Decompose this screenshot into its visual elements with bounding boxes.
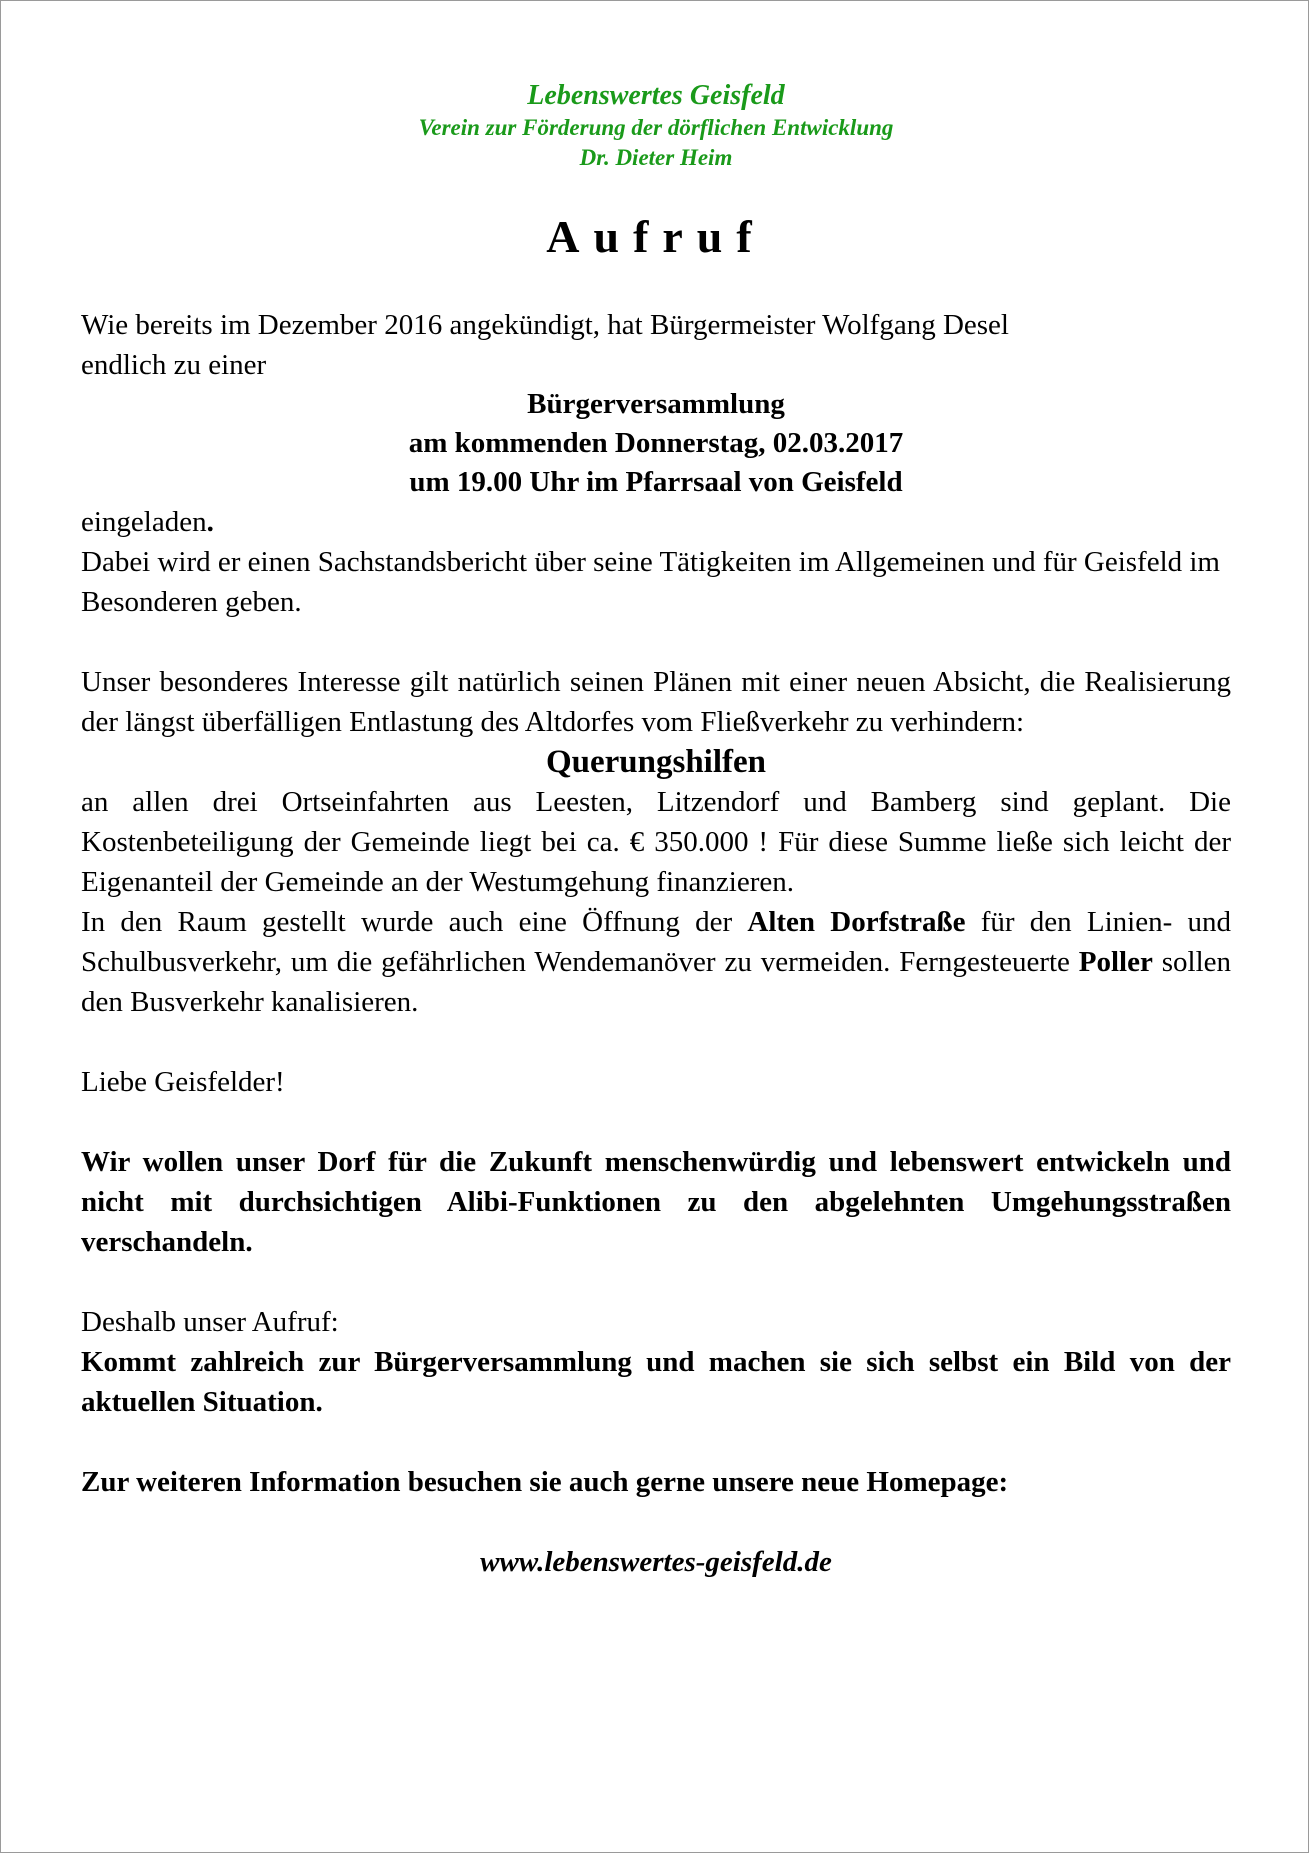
event-time-place: um 19.00 Uhr im Pfarrsaal von Geisfeld bbox=[409, 466, 903, 498]
street-name: Alten Dorfstraße bbox=[747, 906, 966, 938]
greeting: Liebe Geisfelder! bbox=[81, 1066, 285, 1098]
interest-paragraph: Unser besonderes Interesse gilt natürlich seinen Plänen mit einer neuen Absicht, die Realisierung der längst überfälligen Entlastung des Altdorfes vom Fließverkehr zu verhindern: bbox=[81, 666, 1231, 738]
organization-subtitle: Verein zur Förderung der dörflichen Entwicklung bbox=[418, 115, 894, 140]
invited-dot: . bbox=[206, 506, 214, 538]
call-intro: Deshalb unser Aufruf: bbox=[81, 1306, 339, 1338]
document-content bbox=[81, 79, 1231, 1582]
page-title: Aufruf bbox=[546, 211, 766, 262]
opening-text-end: sollen den Busverkehr kanalisieren. bbox=[81, 946, 1231, 1018]
highlight-heading: Querungshilfen bbox=[545, 744, 767, 780]
opening-paragraph bbox=[81, 902, 1231, 1022]
plans-paragraph: an allen drei Ortseinfahrten aus Leesten, Litzendorf und Bamberg sind geplant. Die Kostenbeteiligung der Gemeinde liegt bei ca. € 350.000 ! Für diese Summe ließe sich leicht der Eigenanteil der Gemeinde an der Westumgehung finanzieren. bbox=[81, 786, 1231, 898]
event-name: Bürgerversammlung bbox=[527, 388, 785, 420]
info-paragraph: Zur weiteren Information besuchen sie auch gerne unsere neue Homepage: bbox=[81, 1466, 1009, 1498]
event-date: am kommenden Donnerstag, 02.03.2017 bbox=[408, 427, 904, 459]
intro-line-2: endlich zu einer bbox=[81, 349, 267, 381]
report-paragraph: Dabei wird er einen Sachstandsbericht über seine Tätigkeiten im Allgemeinen und für Geisfeld im Besonderen geben. bbox=[81, 546, 1220, 618]
invited-line bbox=[81, 502, 1231, 542]
opening-text-pre: In den Raum gestellt wurde auch eine Öffnung der bbox=[81, 906, 748, 938]
invited-word: eingeladen bbox=[81, 506, 207, 538]
bollard-word: Poller bbox=[1078, 946, 1153, 978]
intro-line-1: Wie bereits im Dezember 2016 angekündigt, hat Bürgermeister Wolfgang Desel bbox=[81, 309, 1009, 341]
opening-text-post: für den Linien- und Schulbusverkehr, um die gefährlichen Wendemanöver zu vermeiden. Ferngesteuerte bbox=[81, 906, 1231, 978]
organization-name: Lebenswertes Geisfeld bbox=[527, 80, 785, 111]
website-link[interactable]: www.lebenswertes-geisfeld.de bbox=[480, 1546, 832, 1578]
statement-paragraph: Wir wollen unser Dorf für die Zukunft menschenwürdig und lebenswert entwickeln und nicht mit durchsichtigen Alibi-Funktionen zu den abgelehnten Umgehungsstraßen verschandeln. bbox=[81, 1146, 1231, 1258]
call-paragraph: Kommt zahlreich zur Bürgerversammlung und machen sie sich selbst ein Bild von der aktuellen Situation. bbox=[81, 1346, 1231, 1418]
letterhead bbox=[81, 79, 1231, 173]
organization-person: Dr. Dieter Heim bbox=[579, 145, 733, 170]
